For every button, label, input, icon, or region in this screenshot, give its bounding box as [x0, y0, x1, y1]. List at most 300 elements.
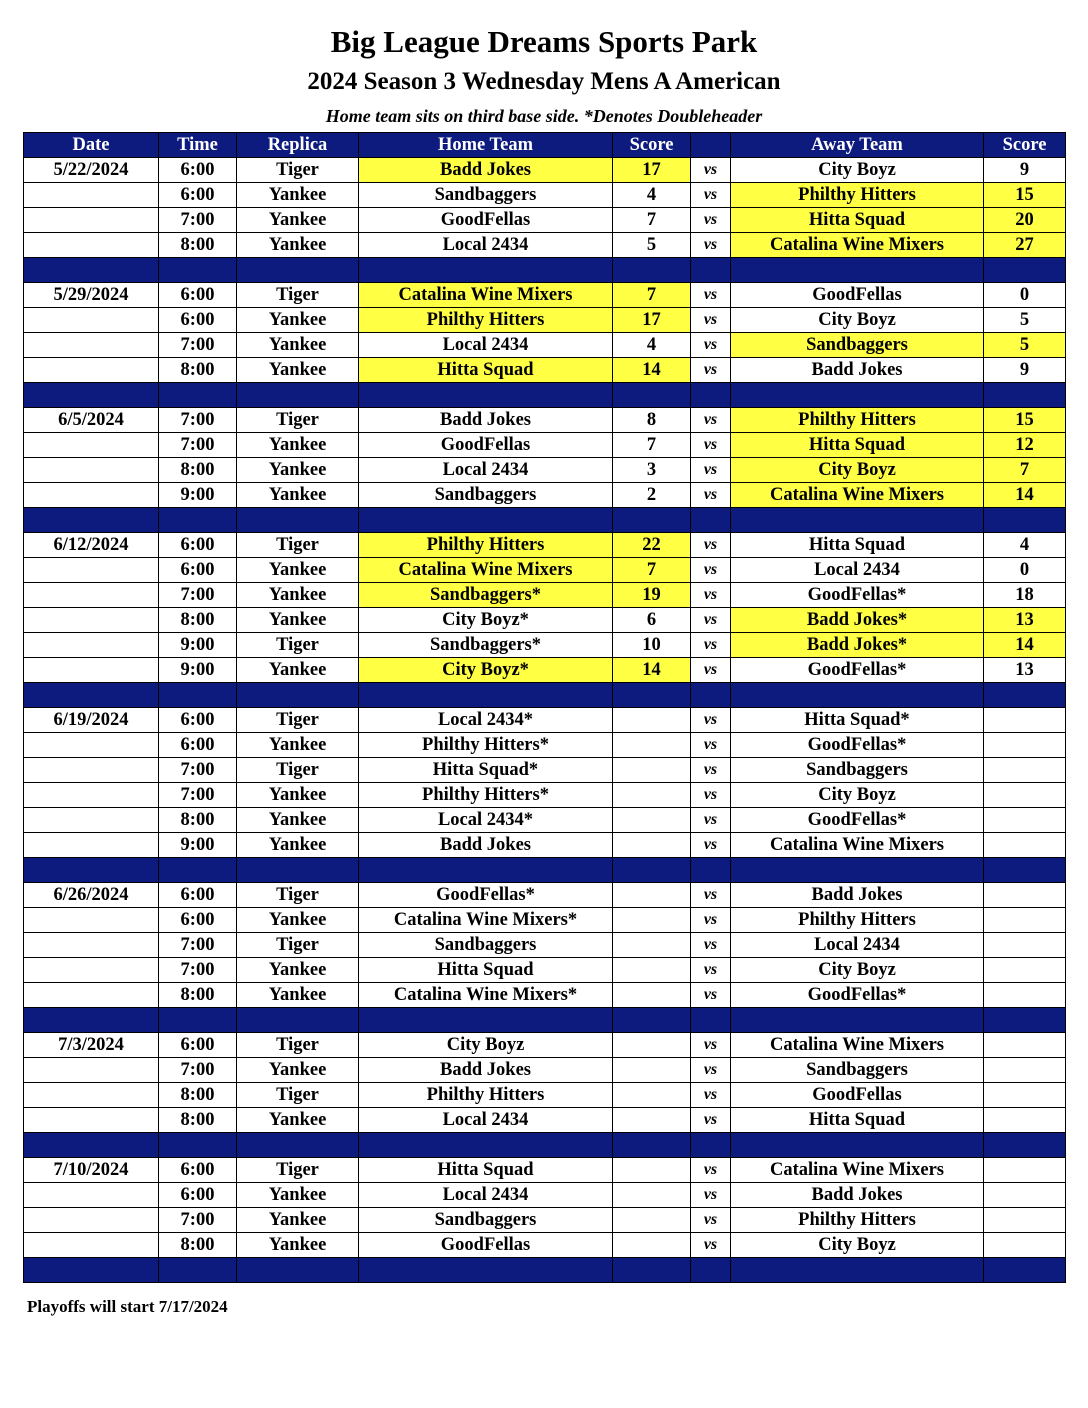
- vs-label: vs: [691, 1158, 731, 1183]
- game-date: [24, 658, 159, 683]
- vs-label: vs: [691, 208, 731, 233]
- home-team: Philthy Hitters: [359, 308, 613, 333]
- game-date: [24, 783, 159, 808]
- game-time: 6:00: [159, 558, 237, 583]
- away-team: City Boyz: [731, 958, 984, 983]
- away-score: [984, 1208, 1066, 1233]
- home-score: [613, 783, 691, 808]
- game-time: 7:00: [159, 583, 237, 608]
- game-row: [24, 908, 1066, 933]
- separator-cell: [159, 1133, 237, 1158]
- home-team: Sandbaggers: [359, 483, 613, 508]
- home-score: 7: [613, 433, 691, 458]
- away-score: [984, 1158, 1066, 1183]
- game-replica-field: Yankee: [237, 808, 359, 833]
- home-score: 4: [613, 183, 691, 208]
- game-time: 8:00: [159, 608, 237, 633]
- separator-cell: [237, 508, 359, 533]
- game-replica-field: Yankee: [237, 783, 359, 808]
- away-score: 27: [984, 233, 1066, 258]
- separator-cell: [359, 683, 613, 708]
- home-team: GoodFellas: [359, 433, 613, 458]
- separator-cell: [691, 383, 731, 408]
- separator-cell: [984, 258, 1066, 283]
- game-time: 6:00: [159, 1033, 237, 1058]
- separator-cell: [24, 383, 159, 408]
- game-date: [24, 983, 159, 1008]
- vs-label: vs: [691, 608, 731, 633]
- game-row: [24, 633, 1066, 658]
- separator-cell: [984, 1258, 1066, 1283]
- week-separator-row: [24, 258, 1066, 283]
- game-date: [24, 458, 159, 483]
- separator-cell: [613, 258, 691, 283]
- game-row: [24, 533, 1066, 558]
- home-score: 6: [613, 608, 691, 633]
- away-score: 5: [984, 308, 1066, 333]
- game-replica-field: Yankee: [237, 458, 359, 483]
- game-row: [24, 483, 1066, 508]
- home-score: 7: [613, 558, 691, 583]
- away-team: City Boyz: [731, 458, 984, 483]
- game-row: [24, 1208, 1066, 1233]
- game-replica-field: Tiger: [237, 408, 359, 433]
- vs-label: vs: [691, 1183, 731, 1208]
- game-time: 6:00: [159, 733, 237, 758]
- game-row: [24, 1058, 1066, 1083]
- home-team: Local 2434: [359, 333, 613, 358]
- home-team: Badd Jokes: [359, 408, 613, 433]
- game-date: [24, 433, 159, 458]
- home-score: 14: [613, 358, 691, 383]
- game-row: [24, 283, 1066, 308]
- game-row: [24, 783, 1066, 808]
- away-score: [984, 1058, 1066, 1083]
- game-replica-field: Yankee: [237, 1208, 359, 1233]
- game-row: [24, 658, 1066, 683]
- game-replica-field: Yankee: [237, 1058, 359, 1083]
- home-score: 3: [613, 458, 691, 483]
- separator-cell: [359, 508, 613, 533]
- away-score: 9: [984, 358, 1066, 383]
- away-score: [984, 1083, 1066, 1108]
- away-score: [984, 808, 1066, 833]
- game-time: 9:00: [159, 633, 237, 658]
- game-replica-field: Tiger: [237, 933, 359, 958]
- vs-label: vs: [691, 483, 731, 508]
- home-team: Badd Jokes: [359, 833, 613, 858]
- separator-cell: [731, 1008, 984, 1033]
- game-time: 8:00: [159, 458, 237, 483]
- game-row: [24, 1033, 1066, 1058]
- vs-label: vs: [691, 1083, 731, 1108]
- separator-cell: [237, 383, 359, 408]
- game-date: [24, 933, 159, 958]
- separator-cell: [24, 1008, 159, 1033]
- separator-cell: [984, 1008, 1066, 1033]
- game-replica-field: Yankee: [237, 208, 359, 233]
- game-replica-field: Tiger: [237, 633, 359, 658]
- home-team: Philthy Hitters*: [359, 783, 613, 808]
- game-time: 9:00: [159, 483, 237, 508]
- away-team: Hitta Squad: [731, 533, 984, 558]
- game-date: 6/19/2024: [24, 708, 159, 733]
- column-header-time: Time: [159, 133, 237, 158]
- game-time: 6:00: [159, 1158, 237, 1183]
- game-replica-field: Tiger: [237, 283, 359, 308]
- game-time: 7:00: [159, 408, 237, 433]
- away-team: Sandbaggers: [731, 1058, 984, 1083]
- game-row: [24, 708, 1066, 733]
- home-team: Philthy Hitters*: [359, 733, 613, 758]
- home-score: [613, 758, 691, 783]
- home-score: [613, 708, 691, 733]
- game-time: 7:00: [159, 783, 237, 808]
- home-team: Badd Jokes: [359, 158, 613, 183]
- vs-label: vs: [691, 458, 731, 483]
- home-score: 2: [613, 483, 691, 508]
- vs-label: vs: [691, 283, 731, 308]
- separator-cell: [359, 1133, 613, 1158]
- separator-cell: [613, 383, 691, 408]
- column-header-vs: [691, 133, 731, 158]
- column-header-away-team: Away Team: [731, 133, 984, 158]
- game-row: [24, 608, 1066, 633]
- home-score: 4: [613, 333, 691, 358]
- away-team: Catalina Wine Mixers: [731, 833, 984, 858]
- game-time: 7:00: [159, 208, 237, 233]
- home-score: [613, 908, 691, 933]
- game-replica-field: Tiger: [237, 533, 359, 558]
- away-score: [984, 1183, 1066, 1208]
- separator-cell: [237, 1133, 359, 1158]
- vs-label: vs: [691, 883, 731, 908]
- game-time: 6:00: [159, 183, 237, 208]
- game-date: 7/10/2024: [24, 1158, 159, 1183]
- away-score: 13: [984, 658, 1066, 683]
- game-replica-field: Yankee: [237, 1183, 359, 1208]
- home-team: Hitta Squad: [359, 1158, 613, 1183]
- away-team: GoodFellas*: [731, 733, 984, 758]
- vs-label: vs: [691, 808, 731, 833]
- separator-cell: [984, 683, 1066, 708]
- away-team: City Boyz: [731, 308, 984, 333]
- game-date: [24, 1208, 159, 1233]
- home-team: Sandbaggers*: [359, 633, 613, 658]
- home-score: [613, 1183, 691, 1208]
- game-time: 8:00: [159, 1083, 237, 1108]
- home-team: GoodFellas: [359, 1233, 613, 1258]
- game-date: [24, 1083, 159, 1108]
- schedule-table: [23, 132, 1066, 1283]
- separator-cell: [731, 1258, 984, 1283]
- vs-label: vs: [691, 358, 731, 383]
- game-row: [24, 233, 1066, 258]
- vs-label: vs: [691, 533, 731, 558]
- away-score: 0: [984, 283, 1066, 308]
- away-team: GoodFellas: [731, 283, 984, 308]
- away-team: Badd Jokes*: [731, 633, 984, 658]
- game-row: [24, 308, 1066, 333]
- separator-cell: [159, 1008, 237, 1033]
- vs-label: vs: [691, 1108, 731, 1133]
- game-replica-field: Tiger: [237, 1158, 359, 1183]
- game-row: [24, 933, 1066, 958]
- game-replica-field: Yankee: [237, 333, 359, 358]
- game-time: 6:00: [159, 883, 237, 908]
- game-date: [24, 758, 159, 783]
- vs-label: vs: [691, 308, 731, 333]
- separator-cell: [731, 258, 984, 283]
- separator-cell: [24, 1258, 159, 1283]
- home-team: Hitta Squad*: [359, 758, 613, 783]
- home-team: Sandbaggers: [359, 933, 613, 958]
- away-score: 0: [984, 558, 1066, 583]
- away-score: [984, 1233, 1066, 1258]
- home-team: Local 2434: [359, 1183, 613, 1208]
- away-score: [984, 958, 1066, 983]
- away-score: 20: [984, 208, 1066, 233]
- separator-cell: [159, 858, 237, 883]
- game-replica-field: Yankee: [237, 233, 359, 258]
- page-subtitle: 2024 Season 3 Wednesday Mens A American: [307, 68, 781, 95]
- separator-cell: [691, 508, 731, 533]
- away-score: [984, 933, 1066, 958]
- game-replica-field: Tiger: [237, 883, 359, 908]
- game-date: [24, 583, 159, 608]
- vs-label: vs: [691, 333, 731, 358]
- game-row: [24, 983, 1066, 1008]
- game-date: 6/26/2024: [24, 883, 159, 908]
- separator-cell: [24, 258, 159, 283]
- vs-label: vs: [691, 1058, 731, 1083]
- game-replica-field: Yankee: [237, 483, 359, 508]
- away-team: Hitta Squad: [731, 1108, 984, 1133]
- away-team: Catalina Wine Mixers: [731, 483, 984, 508]
- home-score: 19: [613, 583, 691, 608]
- home-team: Philthy Hitters: [359, 533, 613, 558]
- game-time: 8:00: [159, 1108, 237, 1133]
- separator-cell: [24, 858, 159, 883]
- away-score: 7: [984, 458, 1066, 483]
- game-row: [24, 808, 1066, 833]
- separator-cell: [237, 683, 359, 708]
- week-separator-row: [24, 1258, 1066, 1283]
- home-score: 7: [613, 283, 691, 308]
- week-separator-row: [24, 1133, 1066, 1158]
- away-score: 14: [984, 633, 1066, 658]
- separator-cell: [24, 508, 159, 533]
- away-team: Philthy Hitters: [731, 1208, 984, 1233]
- game-time: 8:00: [159, 1233, 237, 1258]
- game-replica-field: Yankee: [237, 358, 359, 383]
- vs-label: vs: [691, 733, 731, 758]
- home-score: [613, 833, 691, 858]
- away-score: [984, 1033, 1066, 1058]
- separator-cell: [984, 508, 1066, 533]
- separator-cell: [237, 258, 359, 283]
- game-time: 9:00: [159, 833, 237, 858]
- playoffs-note: Playoffs will start 7/17/2024: [27, 1297, 228, 1316]
- home-team: Catalina Wine Mixers: [359, 283, 613, 308]
- home-team: Sandbaggers*: [359, 583, 613, 608]
- vs-label: vs: [691, 633, 731, 658]
- separator-cell: [359, 383, 613, 408]
- game-time: 8:00: [159, 358, 237, 383]
- game-row: [24, 1158, 1066, 1183]
- away-score: 12: [984, 433, 1066, 458]
- away-team: Philthy Hitters: [731, 908, 984, 933]
- game-date: [24, 1108, 159, 1133]
- schedule-body: [24, 158, 1066, 1283]
- game-replica-field: Yankee: [237, 308, 359, 333]
- game-date: [24, 183, 159, 208]
- away-team: GoodFellas*: [731, 583, 984, 608]
- separator-cell: [613, 1258, 691, 1283]
- vs-label: vs: [691, 958, 731, 983]
- game-date: [24, 333, 159, 358]
- game-date: [24, 358, 159, 383]
- separator-cell: [691, 1008, 731, 1033]
- home-score: [613, 983, 691, 1008]
- game-time: 8:00: [159, 233, 237, 258]
- home-team: Local 2434*: [359, 808, 613, 833]
- game-row: [24, 433, 1066, 458]
- home-team: Local 2434: [359, 1108, 613, 1133]
- page-note: Home team sits on third base side. *Denotes Doubleheader: [325, 106, 763, 126]
- away-team: Philthy Hitters: [731, 183, 984, 208]
- separator-cell: [359, 1258, 613, 1283]
- game-time: 6:00: [159, 908, 237, 933]
- home-team: GoodFellas*: [359, 883, 613, 908]
- week-separator-row: [24, 508, 1066, 533]
- home-score: [613, 1083, 691, 1108]
- separator-cell: [359, 258, 613, 283]
- game-time: 6:00: [159, 533, 237, 558]
- game-date: [24, 1233, 159, 1258]
- separator-cell: [984, 383, 1066, 408]
- separator-cell: [237, 858, 359, 883]
- game-date: [24, 958, 159, 983]
- home-score: [613, 1233, 691, 1258]
- game-row: [24, 1233, 1066, 1258]
- away-score: [984, 833, 1066, 858]
- game-row: [24, 583, 1066, 608]
- separator-cell: [159, 258, 237, 283]
- game-time: 7:00: [159, 333, 237, 358]
- game-replica-field: Yankee: [237, 733, 359, 758]
- separator-cell: [731, 383, 984, 408]
- home-team: Hitta Squad: [359, 358, 613, 383]
- away-score: [984, 733, 1066, 758]
- game-replica-field: Tiger: [237, 758, 359, 783]
- game-date: [24, 808, 159, 833]
- vs-label: vs: [691, 433, 731, 458]
- away-team: GoodFellas*: [731, 983, 984, 1008]
- away-score: 15: [984, 408, 1066, 433]
- away-team: Hitta Squad: [731, 208, 984, 233]
- game-replica-field: Yankee: [237, 658, 359, 683]
- game-time: 6:00: [159, 158, 237, 183]
- home-team: Catalina Wine Mixers: [359, 558, 613, 583]
- game-date: 6/5/2024: [24, 408, 159, 433]
- away-team: GoodFellas*: [731, 808, 984, 833]
- away-team: GoodFellas*: [731, 658, 984, 683]
- game-date: [24, 208, 159, 233]
- away-score: [984, 1108, 1066, 1133]
- game-replica-field: Yankee: [237, 183, 359, 208]
- vs-label: vs: [691, 783, 731, 808]
- vs-label: vs: [691, 233, 731, 258]
- separator-cell: [613, 1133, 691, 1158]
- separator-cell: [691, 1133, 731, 1158]
- vs-label: vs: [691, 933, 731, 958]
- home-score: [613, 1108, 691, 1133]
- home-score: [613, 1158, 691, 1183]
- home-team: Local 2434: [359, 233, 613, 258]
- away-score: 5: [984, 333, 1066, 358]
- home-score: 8: [613, 408, 691, 433]
- home-team: Philthy Hitters: [359, 1083, 613, 1108]
- game-time: 9:00: [159, 658, 237, 683]
- game-replica-field: Yankee: [237, 608, 359, 633]
- away-team: Hitta Squad*: [731, 708, 984, 733]
- vs-label: vs: [691, 408, 731, 433]
- home-score: 22: [613, 533, 691, 558]
- game-date: [24, 833, 159, 858]
- game-date: 5/29/2024: [24, 283, 159, 308]
- away-score: 18: [984, 583, 1066, 608]
- column-header-home-team: Home Team: [359, 133, 613, 158]
- away-score: [984, 908, 1066, 933]
- game-replica-field: Yankee: [237, 1108, 359, 1133]
- game-row: [24, 958, 1066, 983]
- away-team: Badd Jokes: [731, 358, 984, 383]
- game-replica-field: Yankee: [237, 433, 359, 458]
- game-row: [24, 408, 1066, 433]
- home-team: Catalina Wine Mixers*: [359, 983, 613, 1008]
- away-score: 4: [984, 533, 1066, 558]
- game-time: 6:00: [159, 1183, 237, 1208]
- game-replica-field: Yankee: [237, 958, 359, 983]
- home-score: [613, 1058, 691, 1083]
- week-separator-row: [24, 383, 1066, 408]
- game-date: 7/3/2024: [24, 1033, 159, 1058]
- away-score: [984, 708, 1066, 733]
- game-time: 6:00: [159, 308, 237, 333]
- home-score: [613, 808, 691, 833]
- away-score: 13: [984, 608, 1066, 633]
- away-team: Catalina Wine Mixers: [731, 1033, 984, 1058]
- game-row: [24, 833, 1066, 858]
- game-row: [24, 758, 1066, 783]
- away-team: City Boyz: [731, 158, 984, 183]
- separator-cell: [691, 858, 731, 883]
- separator-cell: [159, 1258, 237, 1283]
- home-score: 17: [613, 308, 691, 333]
- game-row: [24, 333, 1066, 358]
- vs-label: vs: [691, 658, 731, 683]
- page-title: Big League Dreams Sports Park: [330, 24, 758, 59]
- game-row: [24, 458, 1066, 483]
- away-team: GoodFellas: [731, 1083, 984, 1108]
- game-date: [24, 558, 159, 583]
- game-row: [24, 558, 1066, 583]
- away-team: Local 2434: [731, 558, 984, 583]
- vs-label: vs: [691, 1208, 731, 1233]
- game-time: 7:00: [159, 933, 237, 958]
- game-date: [24, 908, 159, 933]
